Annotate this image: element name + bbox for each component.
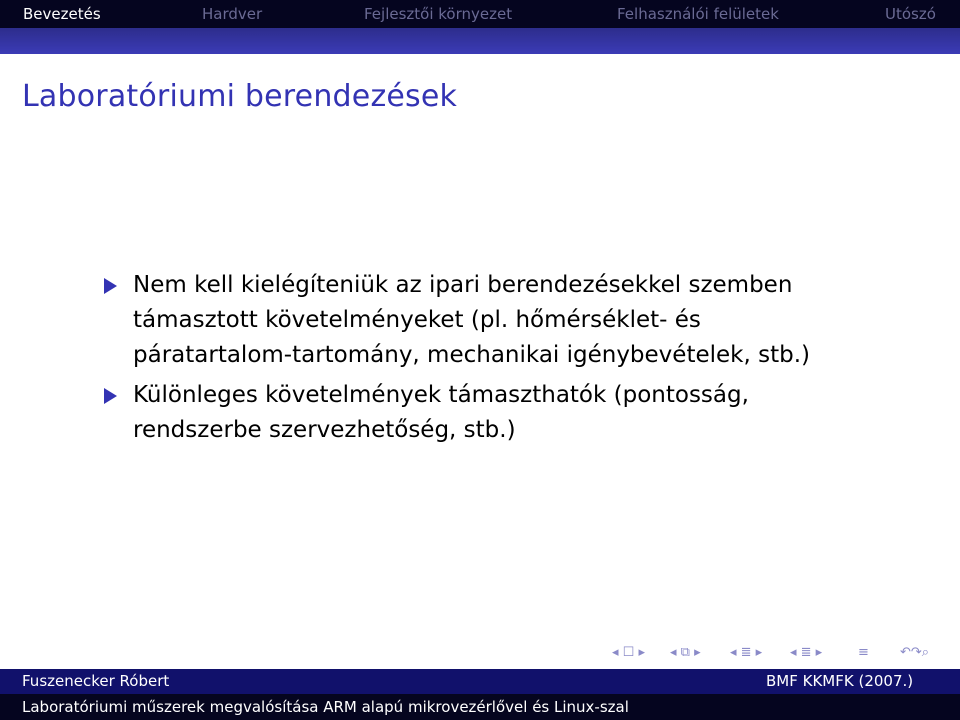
beamer-navigation-symbols	[612, 645, 952, 663]
triangle-bullet-icon	[104, 278, 117, 294]
section-nav-icon[interactable]: ◂ ≣ ▸	[730, 645, 763, 660]
nav-section-utoszo[interactable]: Utószó	[885, 5, 936, 23]
footer-institute: BMF KKMFK (2007.)	[766, 672, 914, 690]
bullet-line: támasztott követelményeket (pl. hőmérséklet- és	[133, 307, 701, 333]
nav-section-hardver[interactable]: Hardver	[202, 5, 263, 23]
footer-title-bar	[0, 694, 960, 720]
subsection-nav-icon[interactable]: ◂ ⧉ ▸	[670, 645, 701, 660]
footer-talk-title: Laboratóriumi műszerek megvalósítása ARM alapú mikrovezérlővel és Linux-szal	[22, 698, 629, 716]
nav-section-felhasznaloi-feluletek[interactable]: Felhasználói felületek	[617, 5, 779, 23]
frame-nav-icon[interactable]: ◂ ☐ ▸	[612, 645, 645, 660]
frame-title: Laboratóriumi berendezések	[22, 79, 458, 114]
bullet-line: Nem kell kielégíteniük az ipari berendezésekkel szemben	[133, 272, 793, 298]
bullet-line: rendszerbe szervezhetőség, stb.)	[133, 417, 516, 443]
section-navigation-bar	[0, 0, 960, 28]
footer-author: Fuszenecker Róbert	[22, 672, 170, 690]
bullet-line: Különleges követelmények támaszthatók (pontosság,	[133, 382, 749, 408]
nav-section-bevezetes[interactable]: Bevezetés	[23, 5, 101, 23]
subsection-bar	[0, 28, 960, 54]
nav-section-fejlesztoi-kornyezet[interactable]: Fejlesztői környezet	[364, 5, 513, 23]
document-nav-icon[interactable]: ≡	[858, 645, 869, 660]
slide-content	[100, 268, 900, 448]
search-icon[interactable]: ↶↷⌕	[900, 645, 930, 660]
bullet-item	[100, 268, 900, 373]
triangle-bullet-icon	[104, 388, 117, 404]
bullet-line: páratartalom-tartomány, mechanikai igénybevételek, stb.)	[133, 342, 810, 368]
footer-author-bar	[0, 669, 960, 694]
section-nav-icon[interactable]: ◂ ≣ ▸	[790, 645, 823, 660]
bullet-item	[100, 378, 900, 448]
